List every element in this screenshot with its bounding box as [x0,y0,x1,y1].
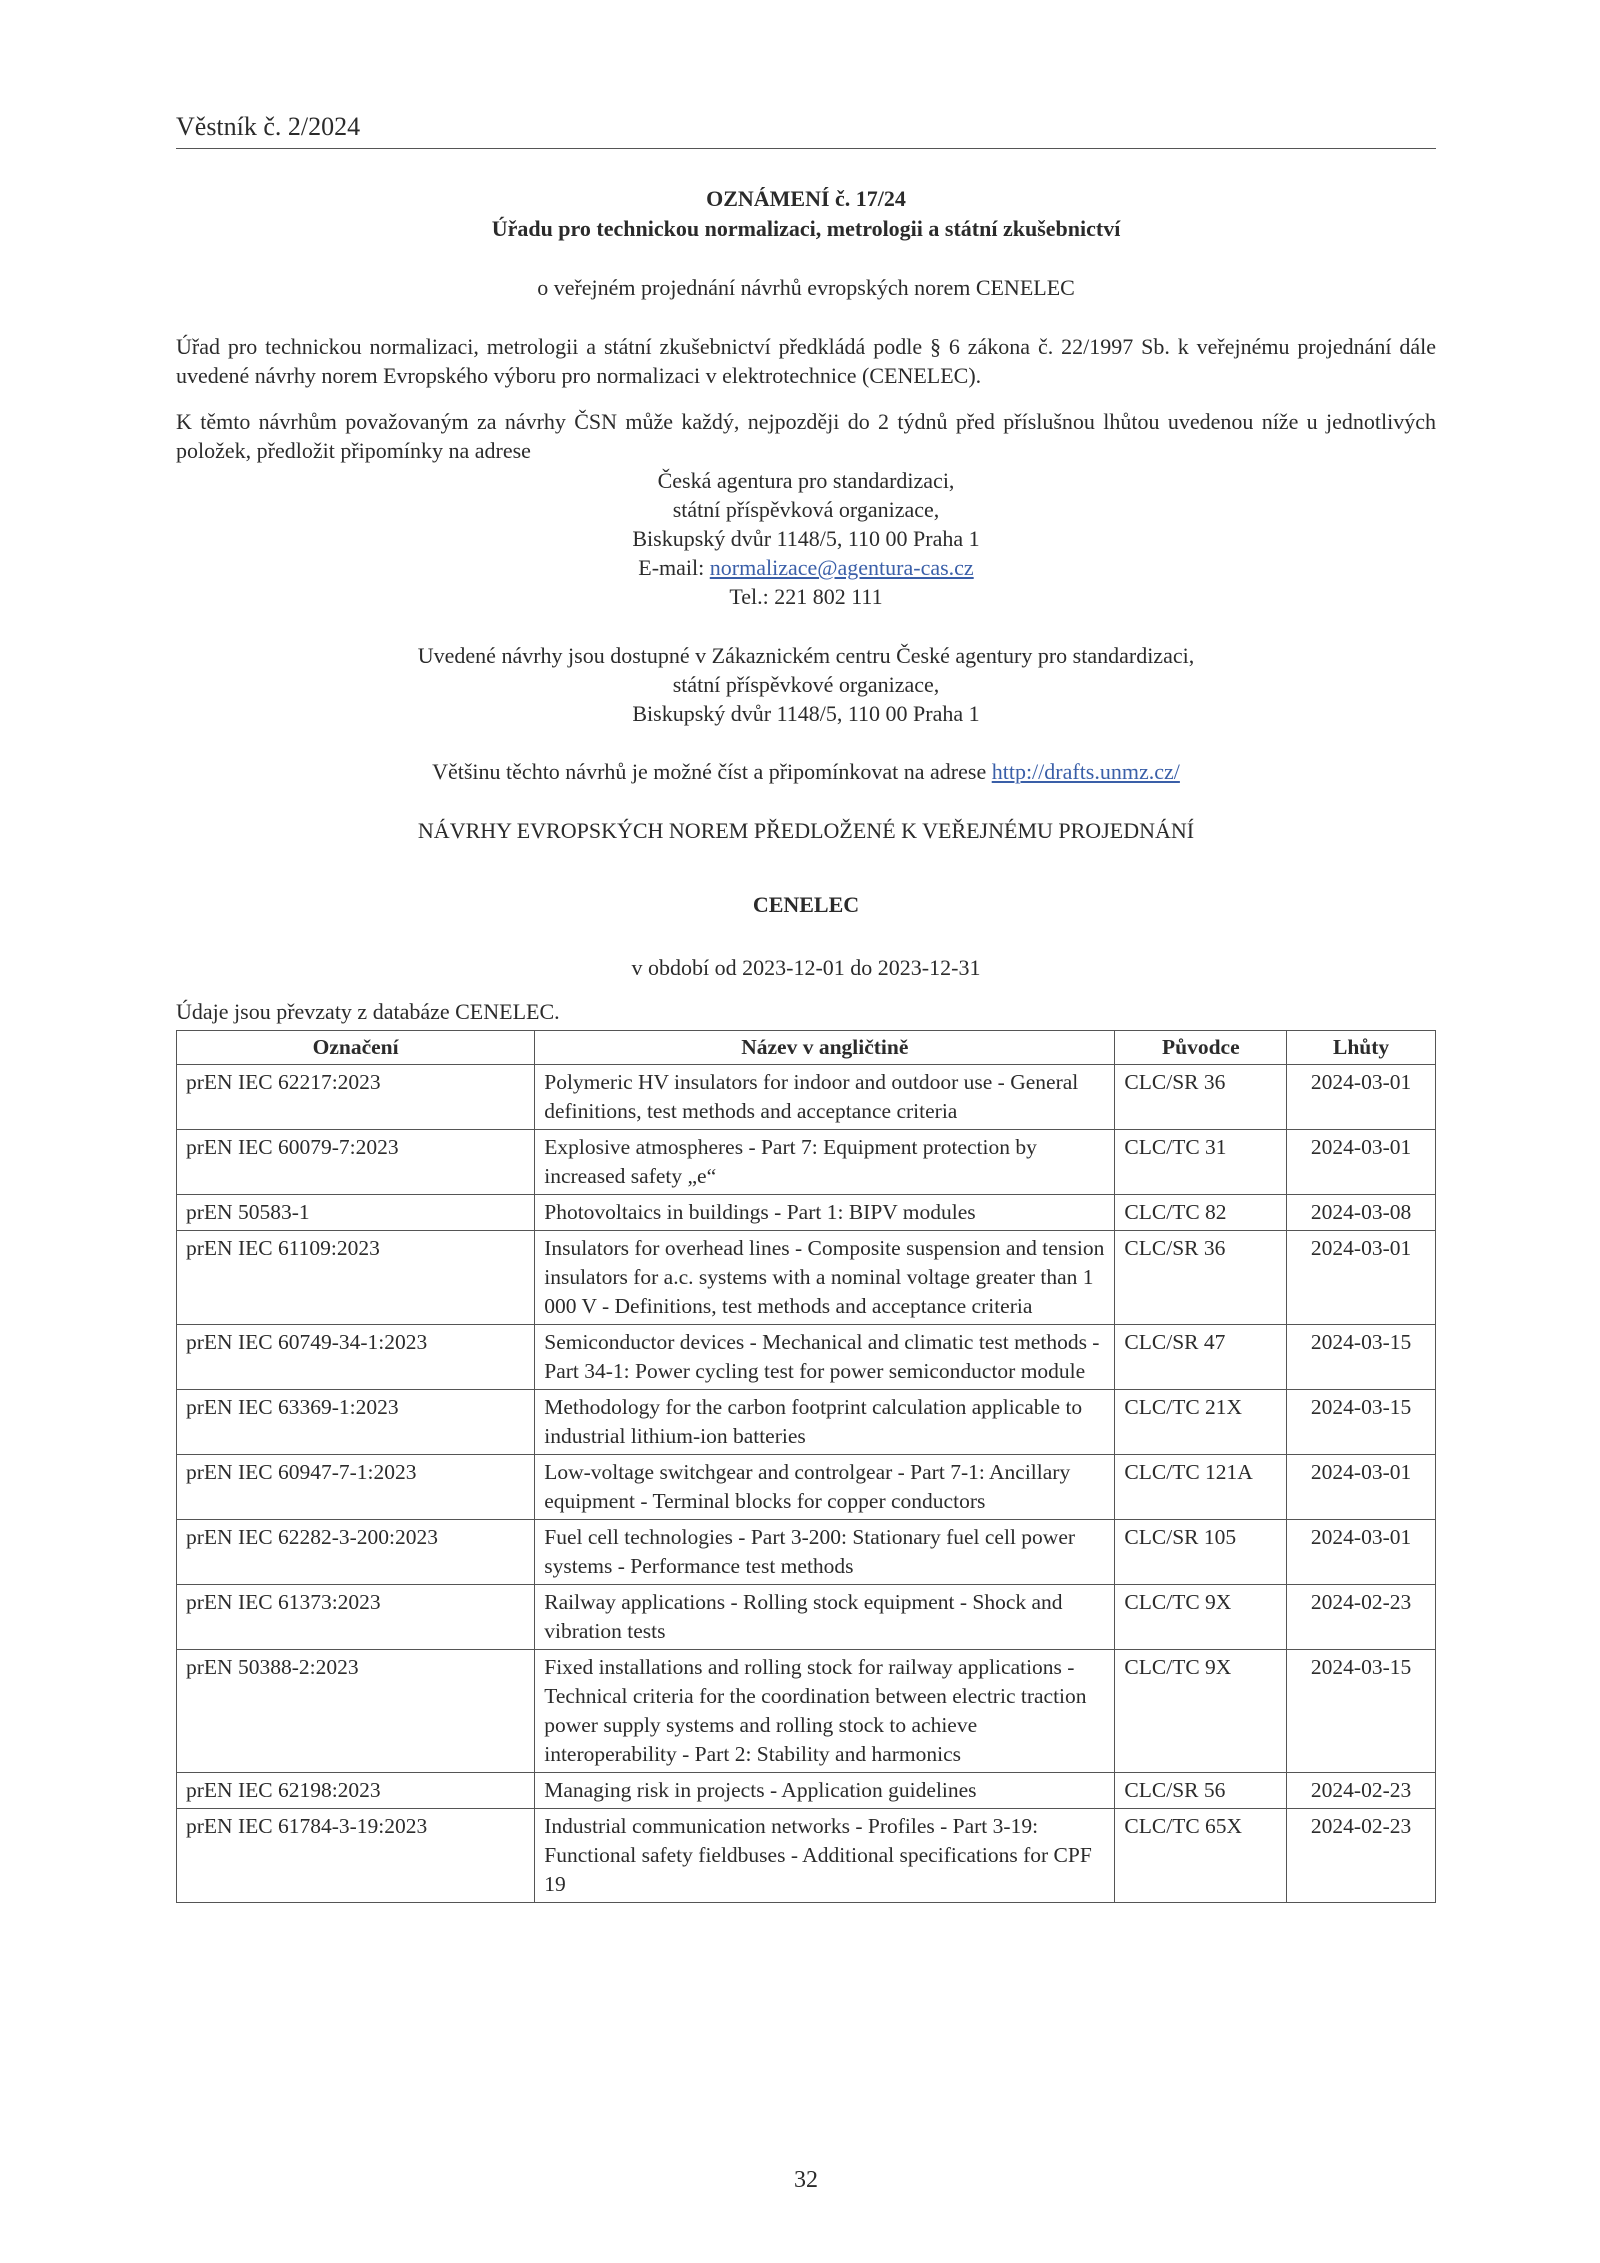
cell-originator: CLC/TC 121A [1115,1455,1287,1520]
cell-designation: prEN IEC 63369-1:2023 [177,1390,535,1455]
cell-english-title: Low-voltage switchgear and controlgear - Part 7-1: Ancillary equipment - Terminal blocks for copper conductors [535,1455,1115,1520]
cell-designation: prEN IEC 60749-34-1:2023 [177,1325,535,1390]
cell-deadline: 2024-03-01 [1287,1455,1436,1520]
cell-deadline: 2024-03-15 [1287,1650,1436,1773]
cell-deadline: 2024-03-01 [1287,1065,1436,1130]
table-row [177,1130,1436,1195]
cell-originator: CLC/SR 47 [1115,1325,1287,1390]
cell-english-title: Industrial communication networks - Profiles - Part 3-19: Functional safety fieldbuses - Additional specifications for CPF 19 [535,1809,1115,1903]
table-row [177,1231,1436,1325]
cell-originator: CLC/TC 31 [1115,1130,1287,1195]
announcement-subject: o veřejném projednání návrhů evropských norem CENELEC [537,275,1075,300]
cell-english-title: Managing risk in projects - Application guidelines [535,1773,1115,1809]
cell-english-title: Insulators for overhead lines - Composite suspension and tension insulators for a.c. systems with a nominal voltage greater than 1 000 V - Definitions, test methods and acceptance criteria [535,1231,1115,1325]
cell-deadline: 2024-03-01 [1287,1130,1436,1195]
table-header-row [177,1031,1436,1065]
org-heading: CENELEC [752,892,860,917]
cell-english-title: Fuel cell technologies - Part 3-200: Stationary fuel cell power systems - Performance test methods [535,1520,1115,1585]
source-note: Údaje jsou převzaty z databáze CENELEC. [176,999,560,1024]
table-row [177,1585,1436,1650]
header-designation: Označení [177,1031,535,1065]
table-row [177,1065,1436,1130]
announcement-title: OZNÁMENÍ č. 17/24 [706,186,906,211]
availability-line-3: Biskupský dvůr 1148/5, 110 00 Praha 1 [632,701,980,726]
header-english-title: Název v angličtině [535,1031,1115,1065]
section-heading: NÁVRHY EVROPSKÝCH NOREM PŘEDLOŽENÉ K VEŘEJNÉMU PROJEDNÁNÍ [417,818,1195,843]
intro-paragraph: Úřad pro technickou normalizaci, metrologii a státní zkušebnictví předkládá podle § 6 zákona č. 22/1997 Sb. k veřejnému projednání dále uvedené návrhy norem Evropského výboru pro normalizaci v elektrotechnice (CENELEC). [176,334,1436,388]
cell-deadline: 2024-02-23 [1287,1773,1436,1809]
cell-originator: CLC/SR 105 [1115,1520,1287,1585]
drafts-link[interactable]: http://drafts.unmz.cz/ [991,759,1180,784]
table-row [177,1809,1436,1903]
cell-english-title: Methodology for the carbon footprint calculation applicable to industrial lithium-ion batteries [535,1390,1115,1455]
header-deadline: Lhůty [1287,1031,1436,1065]
header-originator: Původce [1115,1031,1287,1065]
email-link[interactable]: normalizace@agentura-cas.cz [709,555,974,580]
cell-deadline: 2024-03-15 [1287,1390,1436,1455]
cell-designation: prEN IEC 62282-3-200:2023 [177,1520,535,1585]
email-label: E-mail: [638,555,710,580]
table-row [177,1325,1436,1390]
cell-deadline: 2024-03-01 [1287,1231,1436,1325]
cell-originator: CLC/TC 9X [1115,1585,1287,1650]
availability-block [176,641,1436,728]
cell-deadline: 2024-03-08 [1287,1195,1436,1231]
table-body [177,1065,1436,1903]
availability-line-1: Uvedené návrhy jsou dostupné v Zákaznickém centru České agentury pro standardizaci, [417,643,1195,668]
cell-designation: prEN IEC 62217:2023 [177,1065,535,1130]
table-row [177,1520,1436,1585]
running-header: Věstník č. 2/2024 [176,112,1436,149]
cell-deadline: 2024-02-23 [1287,1585,1436,1650]
address-line-2: státní příspěvková organizace, [672,497,940,522]
availability-line-2: státní příspěvkové organizace, [672,672,940,697]
cell-designation: prEN 50388-2:2023 [177,1650,535,1773]
cell-english-title: Railway applications - Rolling stock equipment - Shock and vibration tests [535,1585,1115,1650]
cell-designation: prEN IEC 61784-3-19:2023 [177,1809,535,1903]
table-row [177,1195,1436,1231]
cell-originator: CLC/SR 36 [1115,1065,1287,1130]
cell-english-title: Fixed installations and rolling stock for railway applications - Technical criteria for the coordination between electric traction power supply systems and rolling stock to achieve interoperability - Part 2: Stability and harmonics [535,1650,1115,1773]
table-row [177,1773,1436,1809]
comments-paragraph: K těmto návrhům považovaným za návrhy ČSN může každý, nejpozději do 2 týdnů před příslušnou lhůtou uvedenou níže u jednotlivých položek, předložit připomínky na adrese [176,409,1436,463]
cell-originator: CLC/TC 65X [1115,1809,1287,1903]
cell-english-title: Polymeric HV insulators for indoor and outdoor use - General definitions, test methods and acceptance criteria [535,1065,1115,1130]
cell-english-title: Semiconductor devices - Mechanical and climatic test methods - Part 34-1: Power cycling test for power semiconductor module [535,1325,1115,1390]
cell-designation: prEN IEC 62198:2023 [177,1773,535,1809]
address-line-1: Česká agentura pro standardizaci, [657,468,955,493]
cell-deadline: 2024-03-01 [1287,1520,1436,1585]
address-email [176,553,1436,582]
cell-deadline: 2024-02-23 [1287,1809,1436,1903]
cell-designation: prEN IEC 60079-7:2023 [177,1130,535,1195]
cell-designation: prEN IEC 60947-7-1:2023 [177,1455,535,1520]
announcement-issuer: Úřadu pro technickou normalizaci, metrologii a státní zkušebnictví [491,216,1121,241]
cell-designation: prEN 50583-1 [177,1195,535,1231]
period-line: v období od 2023-12-01 do 2023-12-31 [631,955,981,980]
cell-originator: CLC/TC 82 [1115,1195,1287,1231]
table-row [177,1455,1436,1520]
cell-english-title: Photovoltaics in buildings - Part 1: BIPV modules [535,1195,1115,1231]
cell-deadline: 2024-03-15 [1287,1325,1436,1390]
address-line-3: Biskupský dvůr 1148/5, 110 00 Praha 1 [632,526,980,551]
cell-originator: CLC/TC 9X [1115,1650,1287,1773]
cell-designation: prEN IEC 61373:2023 [177,1585,535,1650]
cell-designation: prEN IEC 61109:2023 [177,1231,535,1325]
table-row [177,1390,1436,1455]
address-tel: Tel.: 221 802 111 [729,584,883,609]
cell-originator: CLC/SR 36 [1115,1231,1287,1325]
cell-originator: CLC/TC 21X [1115,1390,1287,1455]
cell-english-title: Explosive atmospheres - Part 7: Equipment protection by increased safety „e“ [535,1130,1115,1195]
drafts-text: Většinu těchto návrhů je možné číst a připomínkovat na adrese [432,759,992,784]
standards-table [176,1030,1436,1903]
address-block [176,466,1436,611]
page-number: 32 [794,2167,818,2193]
table-row [177,1650,1436,1773]
drafts-line [176,757,1436,786]
cell-originator: CLC/SR 56 [1115,1773,1287,1809]
